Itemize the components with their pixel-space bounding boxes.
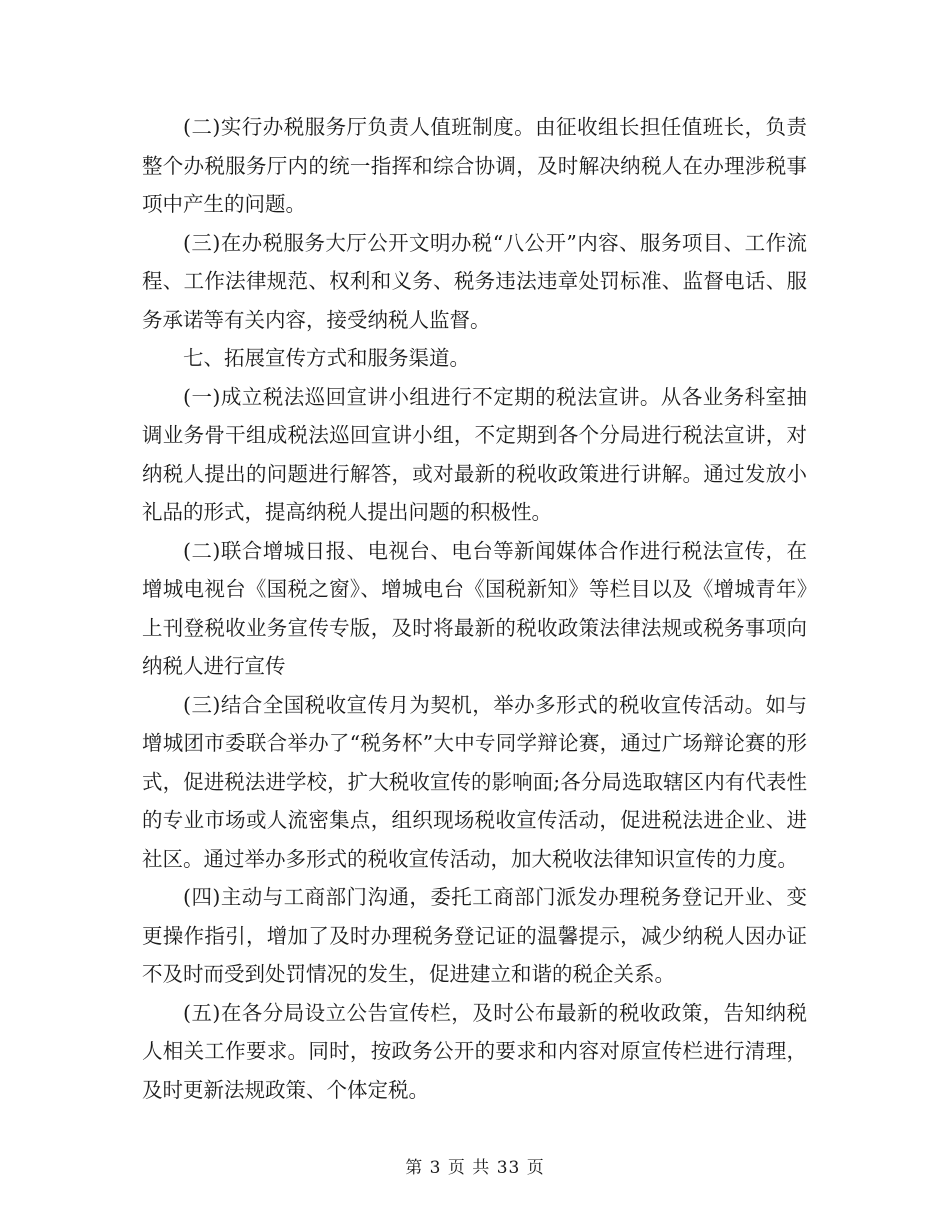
paragraph-eight-public: (三)在办税服务大厅公开文明办税“八公开”内容、服务项目、工作流程、工作法律规范、权利和义务、税务违法违章处罚标准、监督电话、服务承诺等有关内容，接受纳税人监督。 [142,230,807,332]
paragraph-business-dept: (四)主动与工商部门沟通，委托工商部门派发办理税务登记开业、变更操作指引，增加了及时办理税务登记证的温馨提示，减少纳税人因办证不及时而受到处罚情况的发生，促进建立和谐的税企关系。 [142,885,807,986]
paragraph-bulletin-board: (五)在各分局设立公告宣传栏，及时公布最新的税收政策，告知纳税人相关工作要求。同时，按政务公开的要求和内容对原宣传栏进行清理，及时更新法规政策、个体定税。 [142,1000,807,1102]
document-body [142,108,807,1109]
paragraph-duty-system: (二)实行办税服务厅负责人值班制度。由征收组长担任值班长，负责整个办税服务厅内的统一指挥和综合协调，及时解决纳税人在办理涉税事项中产生的问题。 [142,115,807,216]
section-heading-seven: 七、拓展宣传方式和服务渠道。 [183,346,470,370]
paragraph-media-cooperation: (二)联合增城日报、电视台、电台等新闻媒体合作进行税法宣传，在增城电视台《国税之窗》、增城电台《国税新知》等栏目以及《增城青年》上刊登税收业务宣传专版，及时将最新的税收政策法律法规或税务事项向纳税人进行宣传 [142,538,807,678]
page-number-footer: 第 3 页 共 33 页 [405,1158,545,1178]
paragraph-tax-month: (三)结合全国税收宣传月为契机，举办多形式的税收宣传活动。如与增城团市委联合举办了“税务杯”大中专同学辩论赛，通过广场辩论赛的形式，促进税法进学校，扩大税收宣传的影响面;各分局选取辖区内有代表性的专业市场或人流密集点，组织现场税收宣传活动，促进税法进企业、进社区。通过举办多形式的税收宣传活动，加大税收法律知识宣传的力度。 [142,692,807,871]
paragraph-tour-lecture: (一)成立税法巡回宣讲小组进行不定期的税法宣讲。从各业务科室抽调业务骨干组成税法巡回宣讲小组，不定期到各个分局进行税法宣讲，对纳税人提出的问题进行解答，或对最新的税收政策进行讲解。通过发放小礼品的形式，提高纳税人提出问题的积极性。 [142,384,807,524]
